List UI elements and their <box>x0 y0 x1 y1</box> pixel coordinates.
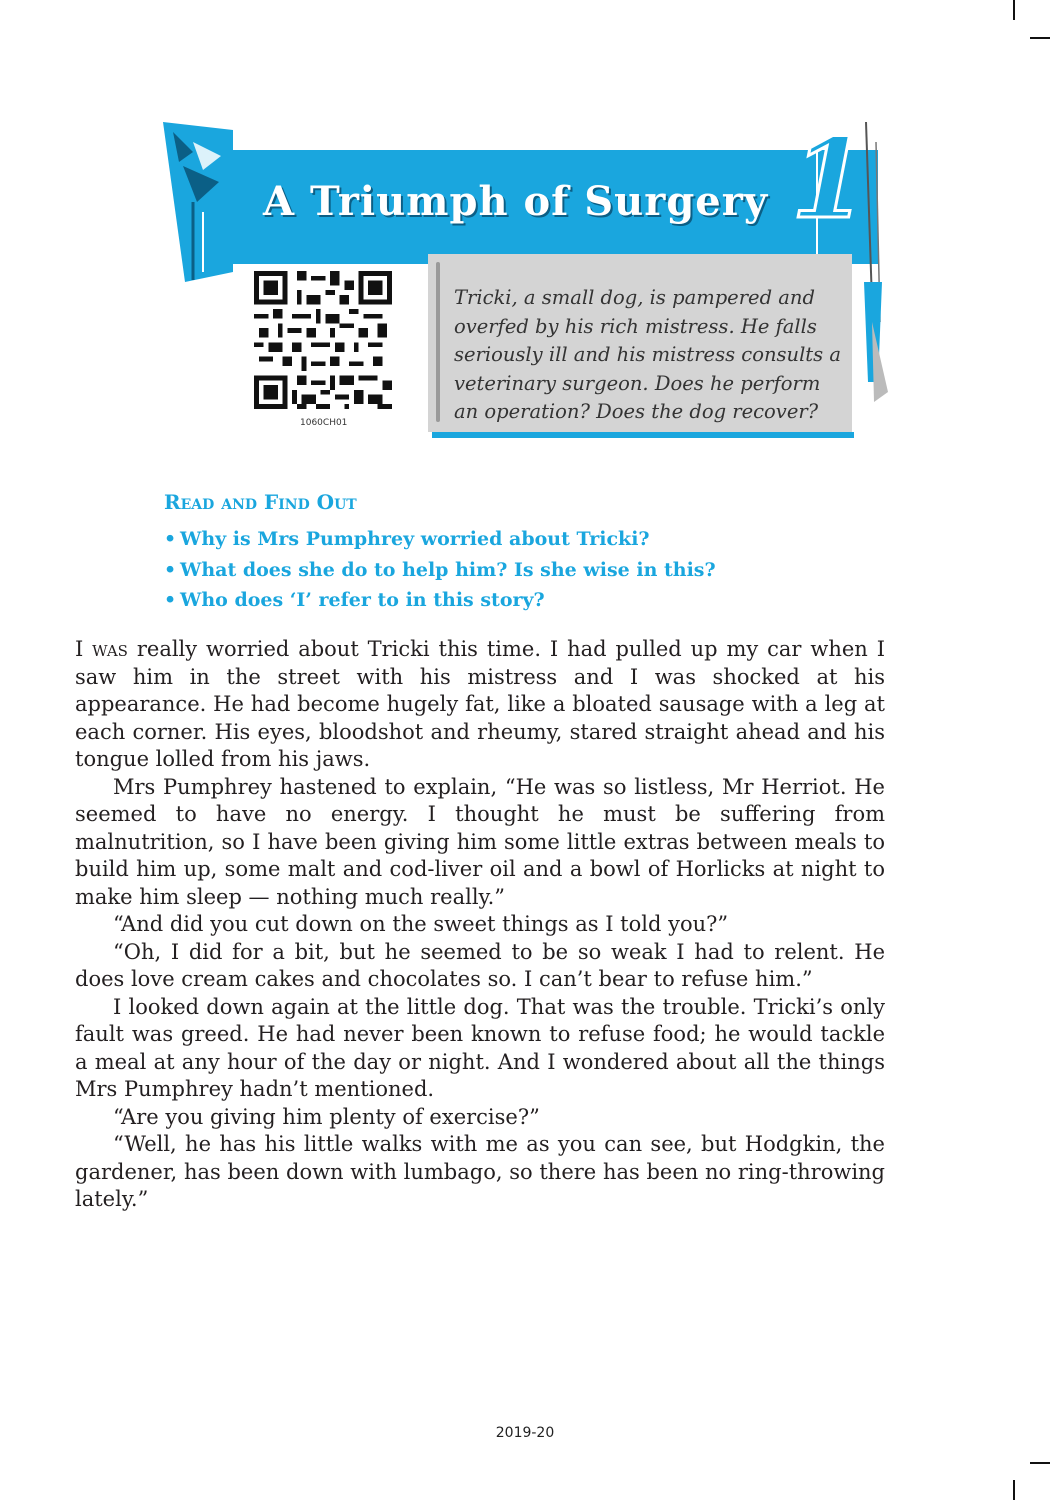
banner-decoration-left <box>163 122 233 282</box>
question-text: What does she do to help him? Is she wise in this? <box>180 558 716 581</box>
question-text: Who does ‘I’ refer to in this story? <box>180 589 545 611</box>
story-body <box>75 636 885 1214</box>
crop-mark-bottom-right <box>1030 1462 1050 1464</box>
story-paragraph: I looked down again at the little dog. That was the trouble. Tricki’s only fault was greed. He had never been known to refuse food; he would tackle a meal at any hour of the day or night. And I wondered about all the things Mrs Pumphrey hadn’t mentioned. <box>75 994 885 1101</box>
intro-box-accent <box>432 432 854 438</box>
crop-mark-top <box>1013 0 1015 20</box>
qr-code-label: 1060CH01 <box>300 418 348 428</box>
chapter-title: A Triumph of Surgery <box>263 178 769 225</box>
read-and-find-out-heading: Read and Find Out <box>164 490 357 514</box>
story-paragraph: “Oh, I did for a bit, but he seemed to be so weak I had to relent. He does love cream cakes and chocolates so. I can’t bear to refuse him.” <box>75 939 885 991</box>
bullet-icon: • <box>164 589 177 611</box>
story-paragraph: “Well, he has his little walks with me as you can see, but Hodgkin, the gardener, has been down with lumbago, so there has been no ring-throwing lately.” <box>75 1132 885 1211</box>
crop-mark-top-right <box>1030 37 1050 39</box>
story-paragraph-text: really worried about Tricki this time. I had pulled up my car when I saw him in the street with his mistress and I was shocked at his appearance. He had become hugely fat, like a bloated sausage with a leg at each corner. His eyes, bloodshot and rheumy, stared straight ahead and his tongue lolled from his jaws. <box>75 637 885 771</box>
story-paragraph: Mrs Pumphrey hastened to explain, “He was so listless, Mr Herriot. He seemed to have no energy. I thought he must be suffering from malnutrition, so I have been giving him some little extras between meals to build him up, some malt and cod-liver oil and a bowl of Horlicks at night to make him sleep — nothing much really.” <box>75 774 885 909</box>
intro-text: Tricki, a small dog, is pampered and overfed by his rich mistress. He falls seriously ill and his mistress consults a veterinary surgeon. Does he perform an operation? Does the dog recover? <box>454 286 841 423</box>
story-paragraph: “Are you giving him plenty of exercise?” <box>113 1104 540 1129</box>
story-lead-in: I was <box>75 637 128 661</box>
intro-box-bar <box>436 262 440 422</box>
story-paragraph <box>75 636 885 774</box>
list-item <box>164 555 716 586</box>
story-paragraph: “And did you cut down on the sweet things as I told you?” <box>113 912 729 936</box>
bullet-icon: • <box>164 558 177 581</box>
bullet-icon: • <box>164 528 177 550</box>
question-text: Why is Mrs Pumphrey worried about Tricki? <box>180 528 650 550</box>
list-item <box>164 585 716 616</box>
list-item <box>164 524 716 555</box>
read-and-find-out-list <box>164 524 716 616</box>
qr-code-icon <box>254 271 392 409</box>
page-footer-year: 2019-20 <box>495 1425 555 1441</box>
chapter-number: 1 <box>791 114 868 243</box>
crop-mark-bottom <box>1013 1480 1015 1500</box>
